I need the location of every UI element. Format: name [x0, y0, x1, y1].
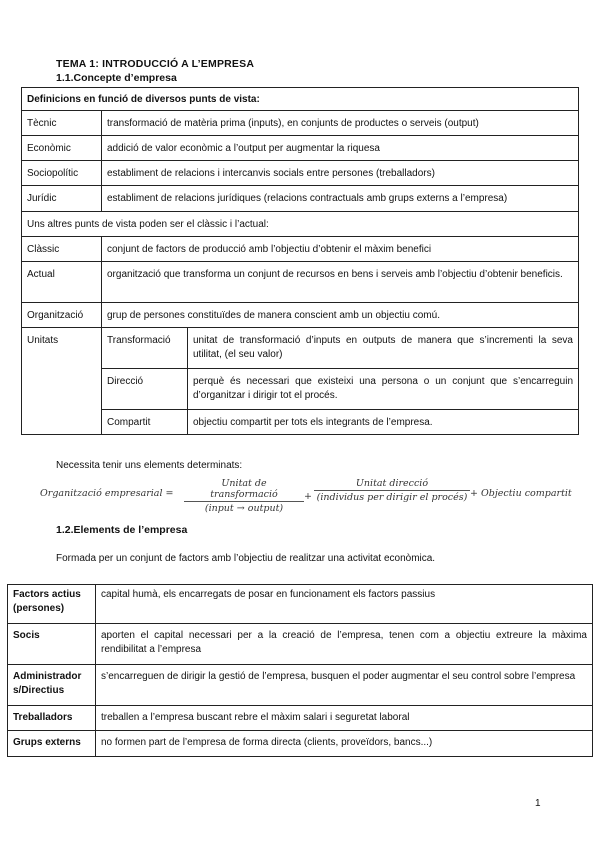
- row-label: Tècnic: [22, 111, 102, 136]
- element-text: capital humà, els encarregats de posar en funcionament els factors passius: [96, 585, 593, 624]
- row-text: transformació de matèria prima (inputs), en conjunts de productes o serveis (output): [102, 111, 579, 136]
- formula-fraction-2: [314, 478, 470, 503]
- fraction-denominator: (input → output): [204, 503, 284, 514]
- document-title: TEMA 1: INTRODUCCIÓ A L’EMPRESA: [56, 58, 255, 70]
- unit-text: unitat de transformació d’inputs en outputs de manera que s’incrementi la seva utilitat, (el seu valor): [188, 328, 579, 369]
- unit-text: perquè és necessari que existeixi una persona o un conjunt que s’encarreguin d’organitzar i dirigir tot el procés.: [188, 369, 579, 410]
- table-row: [8, 624, 593, 665]
- table-row: [22, 369, 579, 410]
- table-row: [22, 161, 579, 186]
- element-text: aporten el capital necessari per a la creació de l’empresa, tenen com a objectiu extreure la màxima rendibilitat a l’empresa: [96, 624, 593, 665]
- definitions-table: [21, 87, 579, 435]
- element-label: Factors actius (persones): [8, 585, 96, 624]
- row-text: establiment de relacions jurídiques (relacions contractuals amb grups externs a l’empresa): [102, 186, 579, 212]
- definitions-header: Definicions en funció de diversos punts de vista:: [22, 88, 579, 111]
- units-label: Unitats: [22, 328, 102, 435]
- fraction-numerator: Unitat de transformació: [184, 478, 304, 502]
- row-label: Actual: [22, 262, 102, 303]
- row-text: organització que transforma un conjunt de recursos en bens i serveis amb l’objectiu d’obtenir beneficis.: [102, 262, 579, 303]
- unit-label: Compartit: [102, 410, 188, 435]
- table-row: [22, 186, 579, 212]
- unit-text: objectiu compartit per tots els integrants de l’empresa.: [188, 410, 579, 435]
- table-row: [22, 88, 579, 111]
- row-text: grup de persones constituïdes de manera conscient amb un objectiu comú.: [102, 303, 579, 328]
- row-text: establiment de relacions i intercanvis socials entre persones (treballadors): [102, 161, 579, 186]
- table-row: [22, 212, 579, 237]
- section-heading-2: 1.2.Elements de l’empresa: [56, 524, 188, 536]
- row-text: conjunt de factors de producció amb l’objectiu d’obtenir el màxim benefici: [102, 237, 579, 262]
- table-row: [22, 237, 579, 262]
- fraction-denominator: (individus per dirigir el procés): [316, 492, 468, 503]
- row-label: Sociopolític: [22, 161, 102, 186]
- table-row: [8, 665, 593, 706]
- table-row: [8, 585, 593, 624]
- table-row: [22, 136, 579, 161]
- element-text: treballen a l’empresa buscant rebre el màxim salari i seguretat laboral: [96, 706, 593, 731]
- formula-fraction-1: [184, 478, 304, 514]
- needs-text: Necessita tenir uns elements determinats:: [56, 460, 243, 471]
- row-label: Organització: [22, 303, 102, 328]
- row-label: Econòmic: [22, 136, 102, 161]
- fraction-numerator: Unitat direcció: [314, 478, 470, 491]
- table-row: [22, 328, 579, 369]
- formula-plus: +: [304, 491, 312, 502]
- element-label: Socis: [8, 624, 96, 665]
- table-row: [22, 410, 579, 435]
- definitions-subheader: Uns altres punts de vista poden ser el clàssic i l’actual:: [22, 212, 579, 237]
- element-text: s’encarreguen de dirigir la gestió de l’empresa, busquen el poder augmentar el seu control sobre l’empresa: [96, 665, 593, 706]
- table-row: [22, 303, 579, 328]
- unit-label: Transformació: [102, 328, 188, 369]
- element-label: Grups externs: [8, 731, 96, 757]
- row-label: Jurídic: [22, 186, 102, 212]
- formula-tail: + Objectiu compartit: [470, 488, 572, 499]
- table-row: [22, 111, 579, 136]
- element-text: no formen part de l’empresa de forma directa (clients, proveïdors, bancs...): [96, 731, 593, 757]
- section-heading-1: 1.1.Concepte d’empresa: [56, 72, 177, 84]
- table-row: [8, 706, 593, 731]
- elements-intro: Formada per un conjunt de factors amb l’objectiu de realitzar una activitat econòmica.: [56, 553, 436, 564]
- element-label: Treballadors: [8, 706, 96, 731]
- page-number: 1: [535, 798, 541, 809]
- row-text: addició de valor econòmic a l’output per augmentar la riquesa: [102, 136, 579, 161]
- table-row: [22, 262, 579, 303]
- table-row: [8, 731, 593, 757]
- elements-table: [7, 584, 593, 757]
- element-label: Administrador s/Directius: [8, 665, 96, 706]
- unit-label: Direcció: [102, 369, 188, 410]
- row-label: Clàssic: [22, 237, 102, 262]
- formula-lhs: Organització empresarial =: [40, 488, 174, 499]
